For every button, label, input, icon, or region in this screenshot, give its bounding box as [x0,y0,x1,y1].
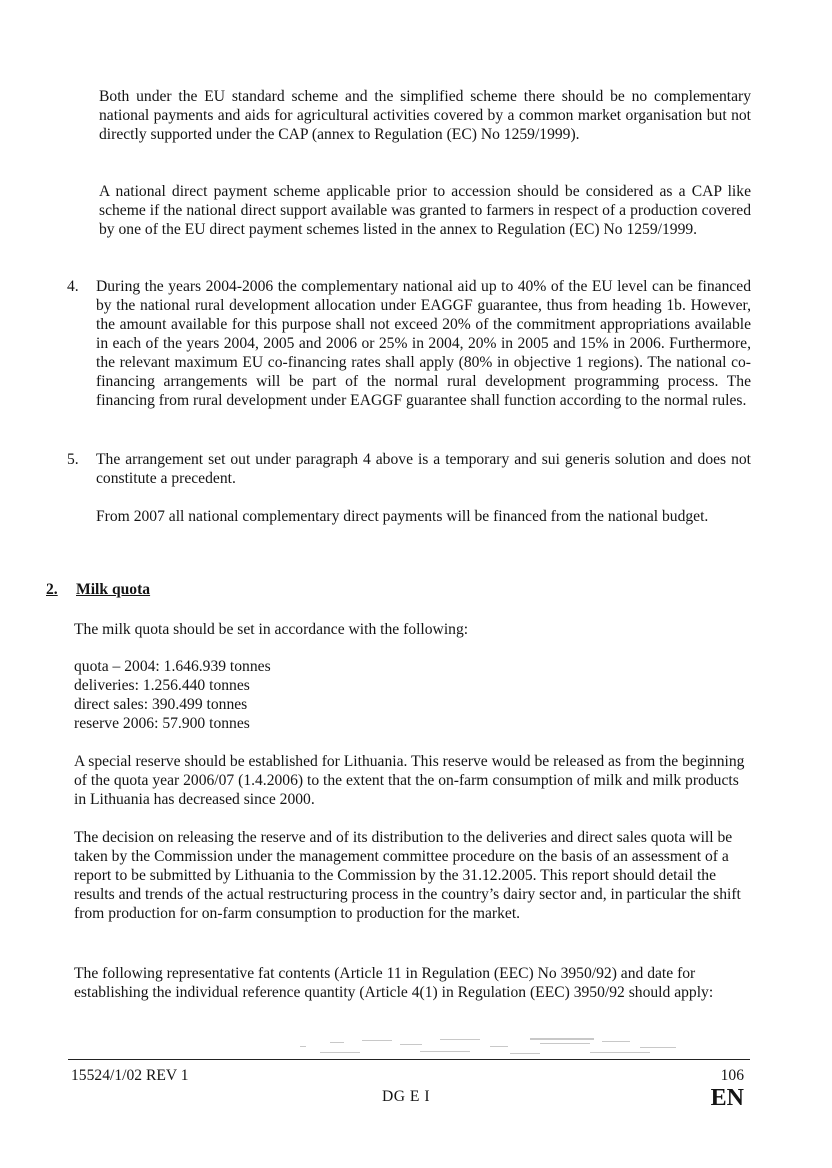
paragraph-cap-like-scheme: A national direct payment scheme applicable prior to accession should be considered as a CAP like scheme if the national direct support available was granted to farmers in respect of a production covered by one of the EU direct payment schemes listed in the annex to Regulation (EC) No 1259/1999. [99,183,751,238]
footer-page-number: 106 [720,1067,744,1084]
item-number-4: 4. [67,278,79,295]
section-heading-milk-quota [46,580,150,599]
section-number: 2. [46,581,58,598]
section-title: Milk quota [76,581,151,598]
paragraph-fat-contents: The following representative fat contents (Article 11 in Regulation (EEC) No 3950/92) and date for establishing the individual reference quantity (Article 4(1) in Regulation (EEC) 3950/92 should apply: [74,965,714,1001]
footer-language-code: EN [710,1085,744,1111]
footer-rule [68,1059,750,1060]
figure-quota-2004: quota – 2004: 1.646.939 tonnes [74,658,271,675]
paragraph-reserve-decision: The decision on releasing the reserve and of its distribution to the deliveries and direct sales quota will be taken by the Commission under the management committee procedure on the basis of an assessment of a report to be submitted by Lithuania to the Commission by the 31.12.2005. This report should detail the results and trends of the actual restructuring process in the country’s dairy sector and, in particular the shift from production for on-farm consumption to production for the market. [74,829,741,922]
paragraph-from-2007: From 2007 all national complementary direct payments will be financed from the national budget. [96,508,709,525]
figure-reserve-2006: reserve 2006: 57.900 tonnes [74,715,250,732]
figure-direct-sales: direct sales: 390.499 tonnes [74,696,248,713]
milk-quota-figures [74,657,474,733]
paragraph-no-complementary-payments: Both under the EU standard scheme and the simplified scheme there should be no complementary national payments and aids for agricultural activities covered by a common market organisation but not directly supported under the CAP (annex to Regulation (EC) No 1259/1999). [99,88,751,143]
item-5-text: The arrangement set out under paragraph 4 above is a temporary and sui generis solution and does not constitute a precedent. [96,451,751,487]
paragraph-special-reserve: A special reserve should be established for Lithuania. This reserve would be released as from the beginning of the quota year 2006/07 (1.4.2006) to the extent that the on-farm consumption of milk and milk products in Lithuania has decreased since 2000. [74,753,745,808]
scan-noise-marks [290,1034,710,1056]
figure-deliveries: deliveries: 1.256.440 tonnes [74,677,250,694]
item-number-5: 5. [67,451,79,468]
milk-quota-intro: The milk quota should be set in accordance with the following: [74,621,469,638]
item-4-text: During the years 2004-2006 the complementary national aid up to 40% of the EU level can be financed by the national rural development allocation under EAGGF guarantee, thus from heading 1b. However, the amount available for this purpose shall not exceed 20% of the commitment appropriations available in each of the years 2004, 2005 and 2006 or 25% in 2004, 20% in 2005 and 15% in 2006. Furthermore, the relevant maximum EU co-financing rates shall apply (80% in objective 1 regions). The national co-financing arrangements will be part of the normal rural development programming process. The financing from rural development under EAGGF guarantee shall function according to the normal rules. [96,278,751,409]
footer-document-reference: 15524/1/02 REV 1 [71,1067,189,1084]
footer-directorate: DG E I [382,1088,431,1105]
